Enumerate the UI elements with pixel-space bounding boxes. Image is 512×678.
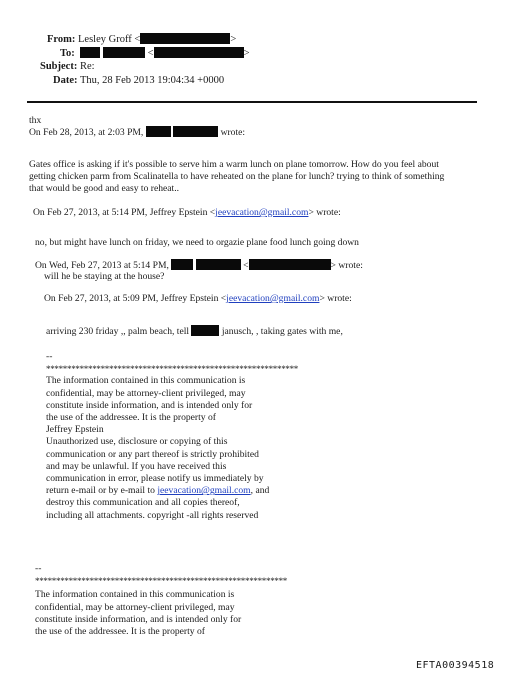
redaction-box (154, 47, 244, 58)
quote-header-3: On Wed, Feb 27, 2013 at 5:14 PM, < > wrote: (35, 260, 363, 271)
email-link[interactable]: jeevacation@gmail.com (226, 293, 320, 304)
email-link[interactable]: jeevacation@gmail.com (157, 485, 251, 497)
redaction-box (173, 126, 218, 137)
separator-stars: ************************************************************ (35, 576, 288, 587)
subject-row (40, 61, 95, 72)
disclaimer-2: -- ************************************************************ The information contained in this communication is confidential, may be attorney-client privileged, may constitute inside information, and is intended only for the use of the addressee. It is the property of (35, 563, 288, 638)
to-row: To: < > (60, 48, 250, 59)
message-2-body: no, but might have lunch on friday, we need to orgazie plane food lunch going down (35, 237, 359, 248)
from-row: From: Lesley Groff < > (47, 34, 237, 45)
date-value: Thu, 28 Feb 2013 19:04:34 +0000 (79, 75, 225, 86)
message-1-body: Gates office is asking if it's possible to serve him a warm lunch on plane tomorrow. How do you feel about getting chicken parm from Scalinatella to have reheated on the plane for lunch? trying to think of something that would be good and easy to reheat.. (29, 159, 445, 195)
email-link[interactable]: jeevacation@gmail.com (215, 207, 309, 218)
from-value: Lesley Groff < (78, 34, 141, 45)
date-label: Date: (53, 75, 78, 86)
separator-stars: ************************************************************ (46, 364, 299, 375)
quote-header-2: On Feb 27, 2013, at 5:14 PM, Jeffrey Epstein <jeevacation@gmail.com> wrote: (33, 207, 341, 218)
disclaimer-1: -- ************************************************************ The information contained in this communication is confidential, may be attorney-client privileged, may constitute inside information, and is intended only for the use of the addressee. It is the property of Jeffrey Epstein Unauthorized use, disclosure or copying of this communication or any part thereof is strictly prohibited and may be unlawful. If you have received this communication in error, please notify us immediately by return e-mail or by e-mail to jeevacation@gmail.com, and destroy this communication and all copies thereof, including all attachments. copyright -all rights reserved (46, 351, 299, 521)
redaction-box (196, 259, 241, 270)
redaction-box (171, 259, 193, 270)
quote-header-4: On Feb 27, 2013, at 5:09 PM, Jeffrey Epstein <jeevacation@gmail.com> wrote: (44, 293, 352, 304)
subject-value: Re: (79, 61, 95, 72)
reply-thx: thx (29, 115, 42, 126)
redaction-box (103, 47, 145, 58)
to-label: To: (60, 48, 75, 59)
document-id: EFTA00394518 (416, 660, 495, 671)
redaction-box (146, 126, 171, 137)
from-label: From: (47, 34, 76, 45)
header-divider (27, 101, 477, 103)
redaction-box (249, 259, 331, 270)
quote-header-1: On Feb 28, 2013, at 2:03 PM, wrote: (29, 127, 246, 138)
redaction-box (191, 325, 219, 336)
message-4-body: arriving 230 friday ,, palm beach, tell janusch, , taking gates with me, (46, 326, 343, 337)
redaction-box (140, 33, 230, 44)
subject-label: Subject: (40, 61, 78, 72)
date-row (53, 75, 224, 86)
redaction-box (80, 47, 100, 58)
message-3-body: will he be staying at the house? (44, 271, 165, 282)
